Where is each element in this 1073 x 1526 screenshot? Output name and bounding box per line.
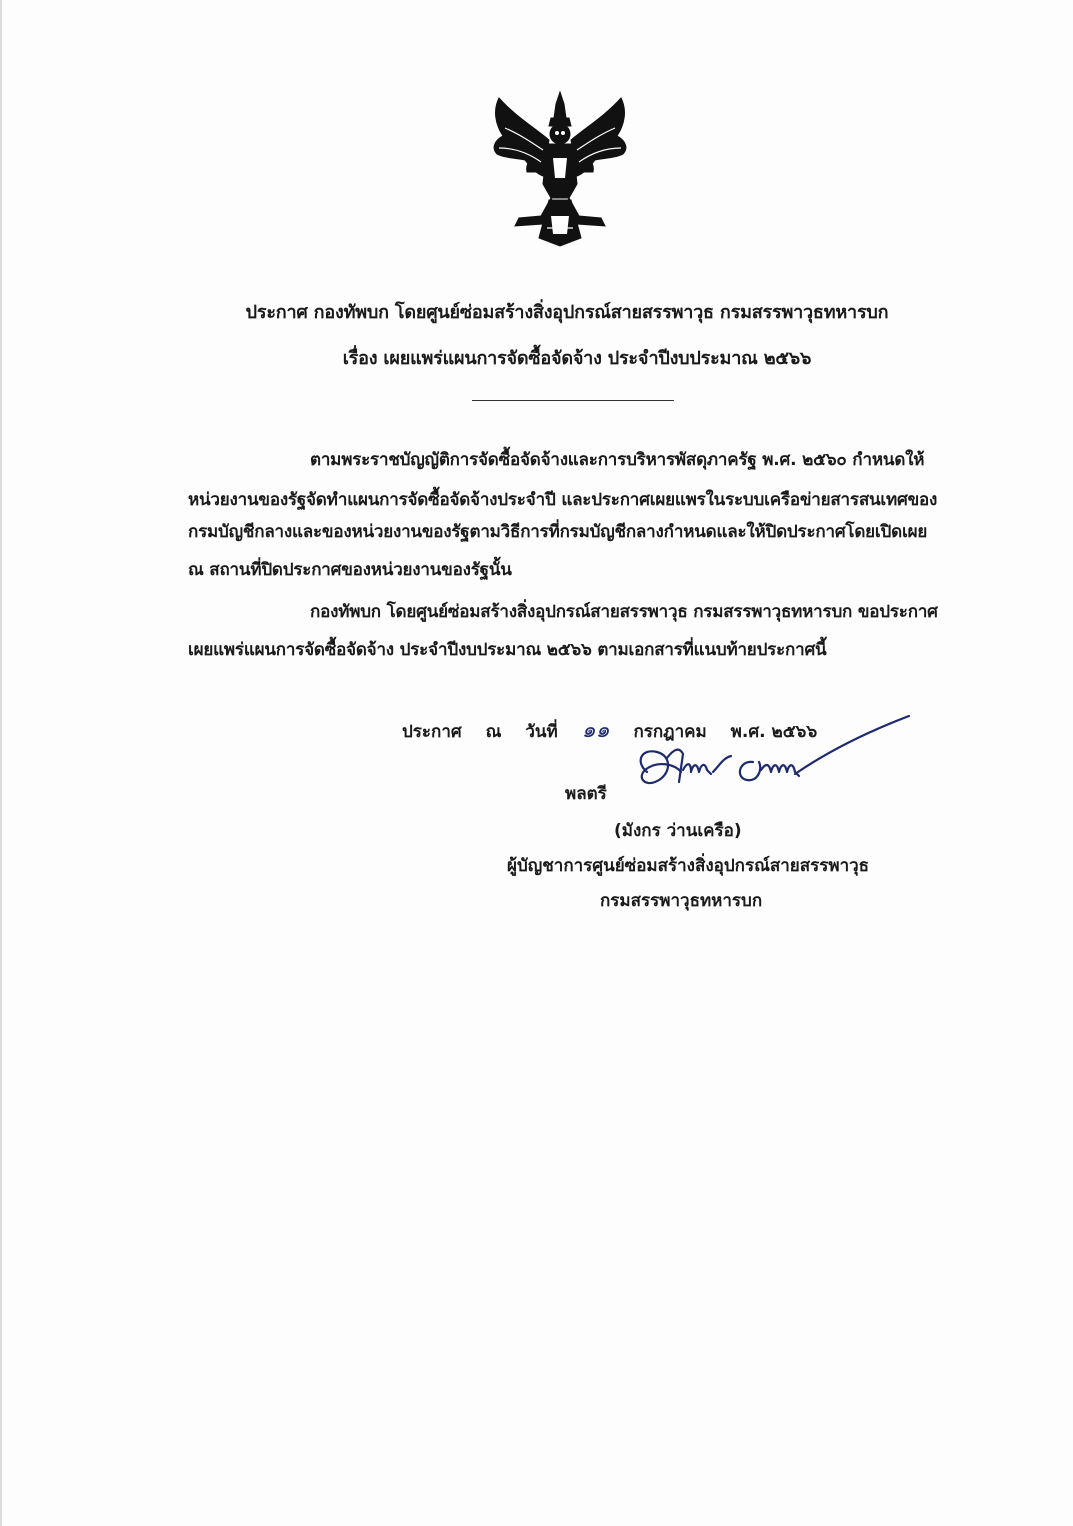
- paragraph-1-line-4: ณ สถานที่ปิดประกาศของหน่วยงานของรัฐนั้น: [188, 560, 512, 580]
- date-prefix: ประกาศ: [402, 722, 462, 742]
- garuda-emblem-icon: [485, 88, 635, 250]
- signatory-position: ผู้บัญชาการศูนย์ซ่อมสร้างสิ่งอุปกรณ์สายสรรพาวุธ: [507, 856, 870, 876]
- date-year: พ.ศ. ๒๕๖๖: [730, 722, 818, 742]
- date-at: ณ: [485, 722, 502, 742]
- signatory-name: (มังกร ว่านเครือ): [614, 821, 742, 841]
- paragraph-2-line-2: เผยแพร่แผนการจัดซื้อจัดจ้าง ประจำปีงบประมาณ ๒๕๖๖ ตามเอกสารที่แนบท้ายประกาศนี้: [188, 640, 827, 660]
- signatory-rank: พลตรี: [565, 784, 607, 804]
- paragraph-2-line-1: กองทัพบก โดยศูนย์ซ่อมสร้างสิ่งอุปกรณ์สายสรรพาวุธ กรมสรรพาวุธทหารบก ขอประกาศ: [310, 602, 938, 622]
- announcement-title: ประกาศ กองทัพบก โดยศูนย์ซ่อมสร้างสิ่งอุปกรณ์สายสรรพาวุธ กรมสรรพาวุธทหารบก: [245, 302, 889, 323]
- date-month: กรกฎาคม: [633, 722, 707, 742]
- handwritten-signature: [627, 712, 917, 807]
- paragraph-1-line-2: หน่วยงานของรัฐจัดทำแผนการจัดซื้อจัดจ้างประจำปี และประกาศเผยแพรในระบบเครือข่ายสารสนเทศของ: [188, 490, 938, 510]
- paragraph-1-line-1: ตามพระราชบัญญัติการจัดซื้อจัดจ้างและการบริหารพัสดุภาครัฐ พ.ศ. ๒๕๖๐ กำหนดให้: [310, 450, 925, 470]
- announcement-subject: เรื่อง เผยแพร่แผนการจัดซื้อจัดจ้าง ประจำปีงบประมาณ ๒๕๖๖: [342, 348, 812, 369]
- date-day-label: วันที่: [525, 722, 558, 742]
- paragraph-1-line-3: กรมบัญชีกลางและของหน่วยงานของรัฐตามวิธีการที่กรมบัญชีกลางกำหนดและให้ปิดประกาศโดยเปิดเผย: [188, 522, 928, 542]
- date-day-handwritten: ๑๑: [581, 718, 610, 743]
- signatory-organization: กรมสรรพาวุธทหารบก: [600, 891, 763, 911]
- title-divider: [472, 400, 674, 401]
